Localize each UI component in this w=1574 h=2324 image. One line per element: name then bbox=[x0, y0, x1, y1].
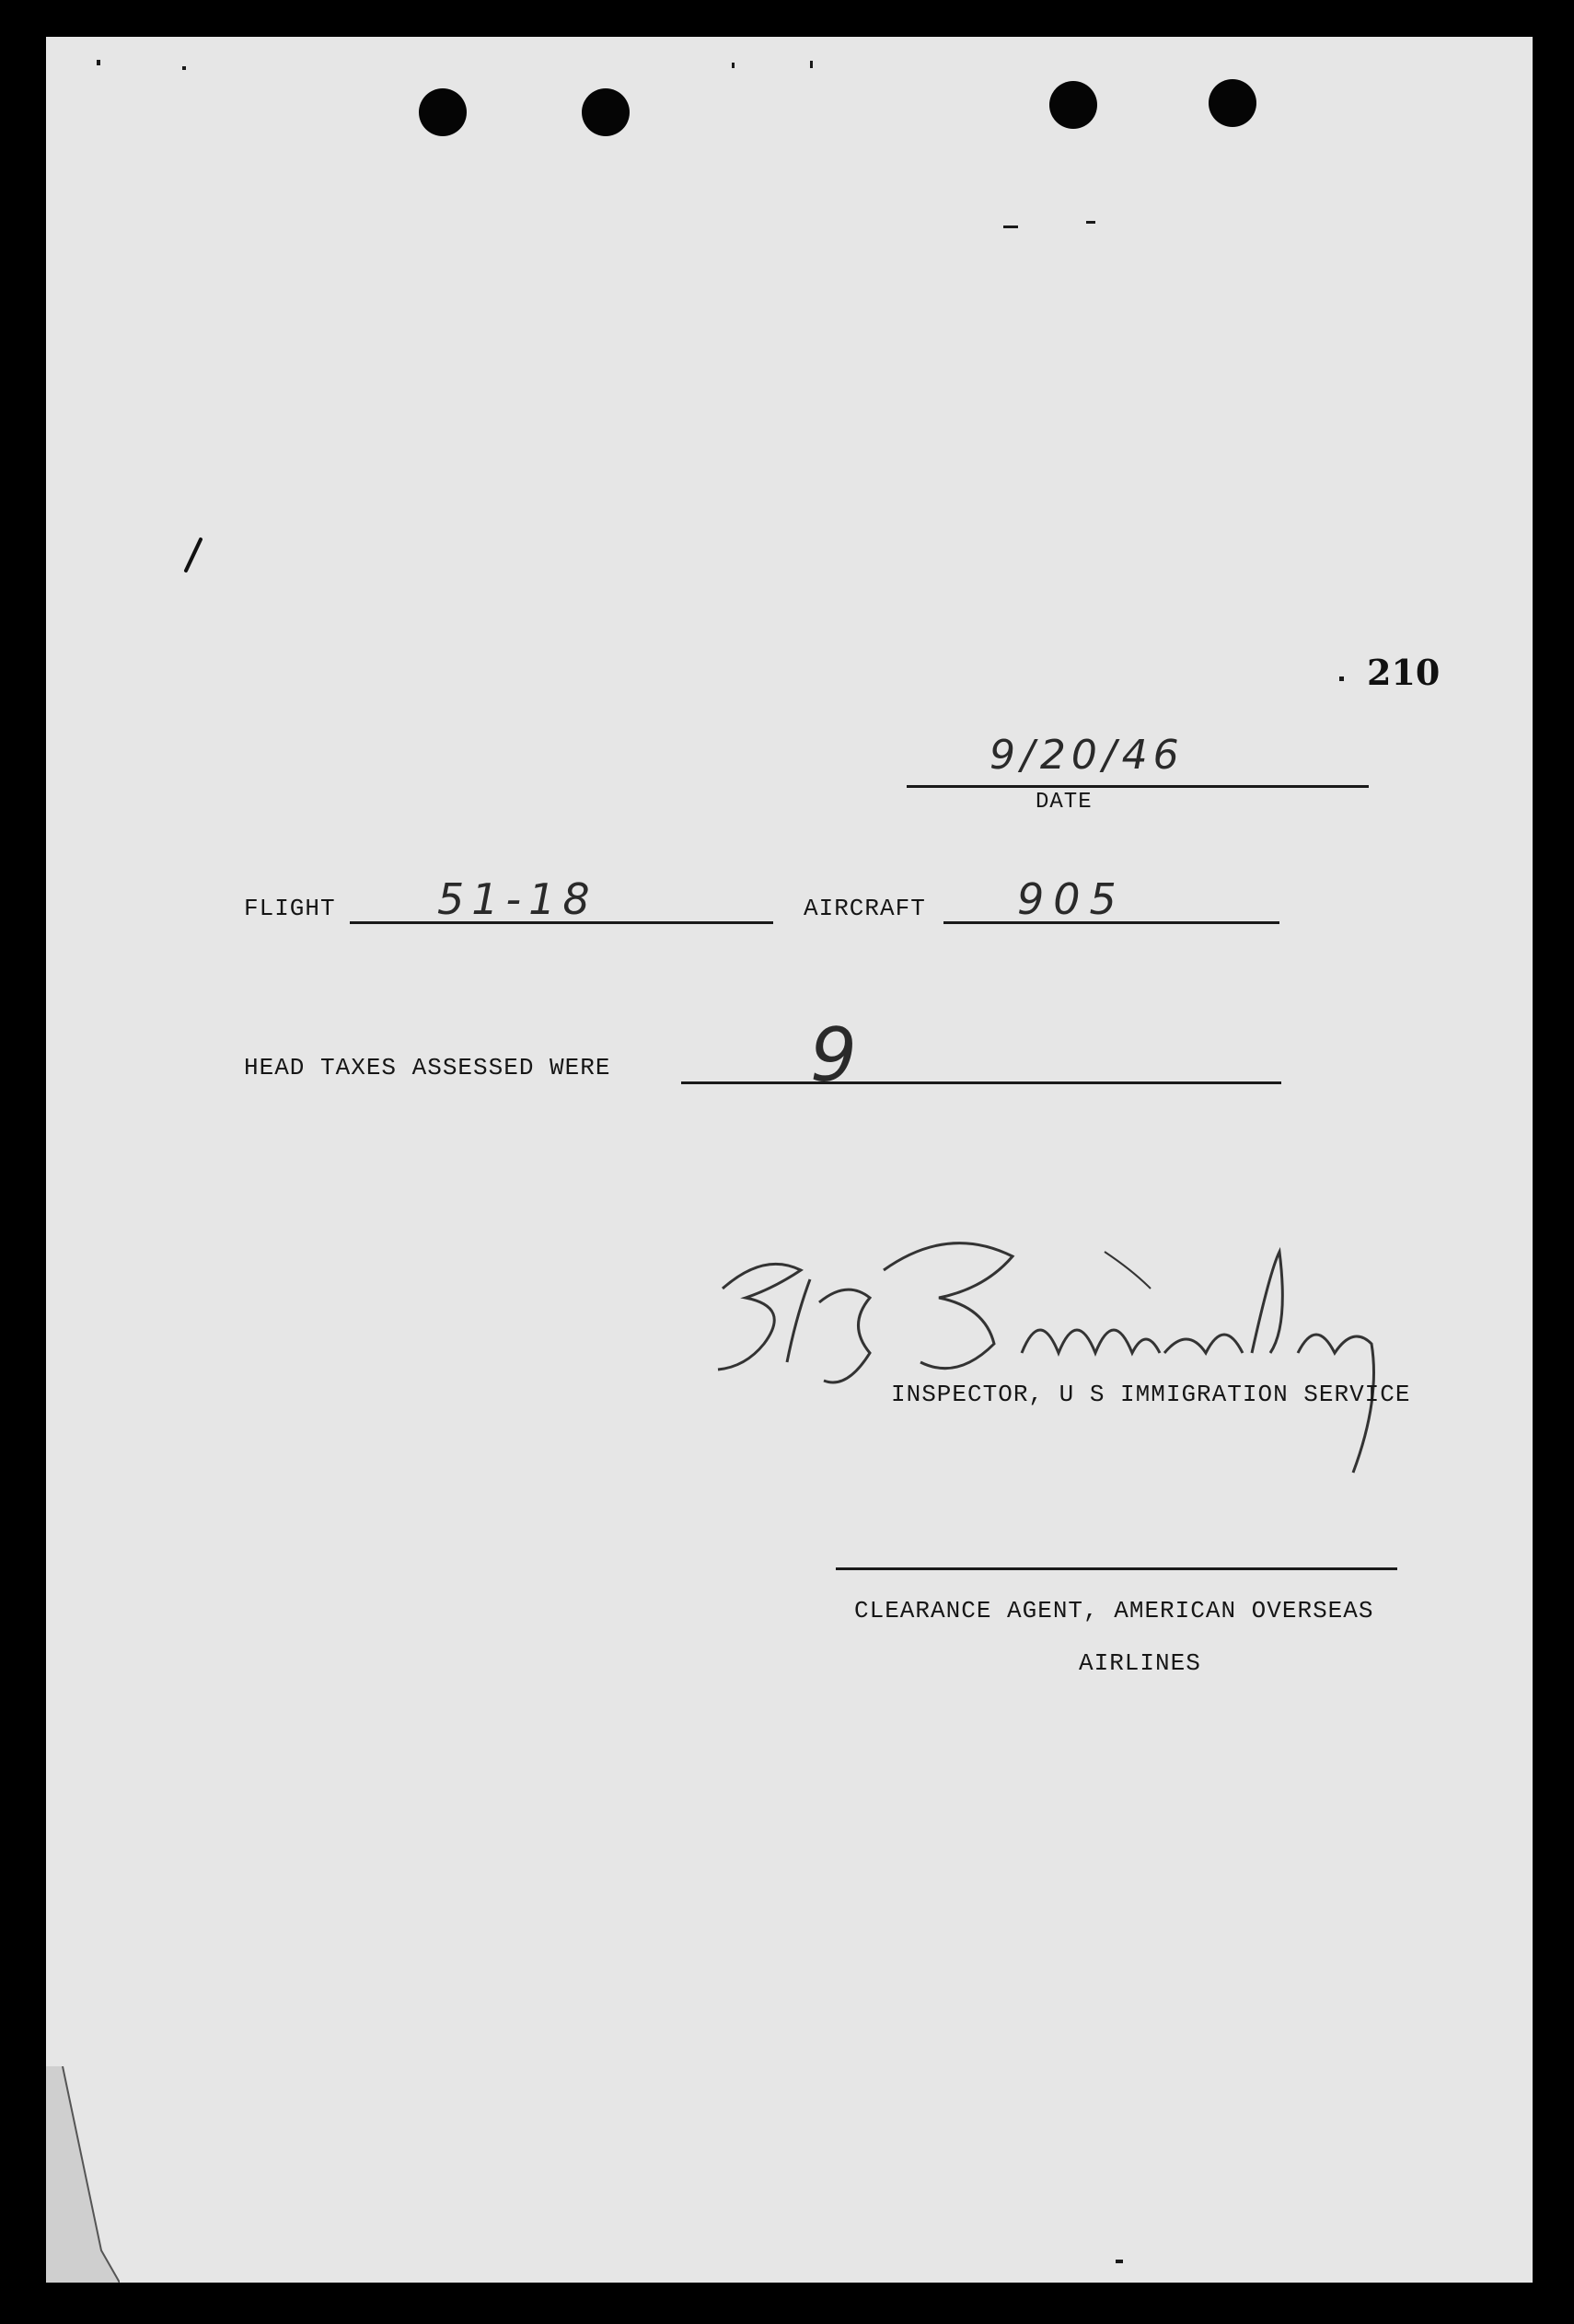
head-taxes-label: HEAD TAXES ASSESSED WERE bbox=[244, 1054, 611, 1081]
aircraft-handwritten-value: 905 bbox=[1017, 874, 1126, 924]
inspector-signature bbox=[709, 1215, 1500, 1491]
torn-paper-edge bbox=[46, 2066, 120, 2283]
flight-label: FLIGHT bbox=[244, 895, 336, 922]
punch-hole-1 bbox=[419, 88, 467, 136]
clearance-agent-title-line2: AIRLINES bbox=[1079, 1649, 1201, 1677]
paper-speck bbox=[182, 66, 186, 70]
clearance-agent-signature-line bbox=[836, 1567, 1397, 1570]
document-page bbox=[46, 37, 1533, 2283]
page-number: 210 bbox=[1367, 652, 1441, 693]
pencil-tick-mark bbox=[175, 534, 212, 580]
paper-speck bbox=[732, 63, 735, 68]
punch-hole-3 bbox=[1049, 81, 1097, 129]
punch-hole-2 bbox=[582, 88, 630, 136]
paper-speck bbox=[810, 61, 813, 68]
paper-speck bbox=[1003, 225, 1018, 228]
punch-hole-4 bbox=[1209, 79, 1256, 127]
clearance-agent-title: CLEARANCE AGENT, AMERICAN OVERSEAS bbox=[854, 1597, 1374, 1624]
paper-speck bbox=[1116, 2260, 1123, 2263]
paper-speck bbox=[1086, 221, 1095, 224]
flight-handwritten-value: 51-18 bbox=[437, 874, 597, 924]
head-taxes-handwritten-value: 9 bbox=[810, 1012, 857, 1098]
inspector-title: INSPECTOR, U S IMMIGRATION SERVICE bbox=[891, 1381, 1411, 1408]
date-handwritten-value: 9/20/46 bbox=[990, 732, 1185, 779]
aircraft-label: AIRCRAFT bbox=[804, 895, 926, 922]
date-label: DATE bbox=[1036, 790, 1093, 815]
paper-speck bbox=[1339, 676, 1344, 681]
paper-speck bbox=[97, 60, 100, 65]
head-taxes-line bbox=[681, 1081, 1281, 1084]
date-line bbox=[907, 785, 1369, 788]
